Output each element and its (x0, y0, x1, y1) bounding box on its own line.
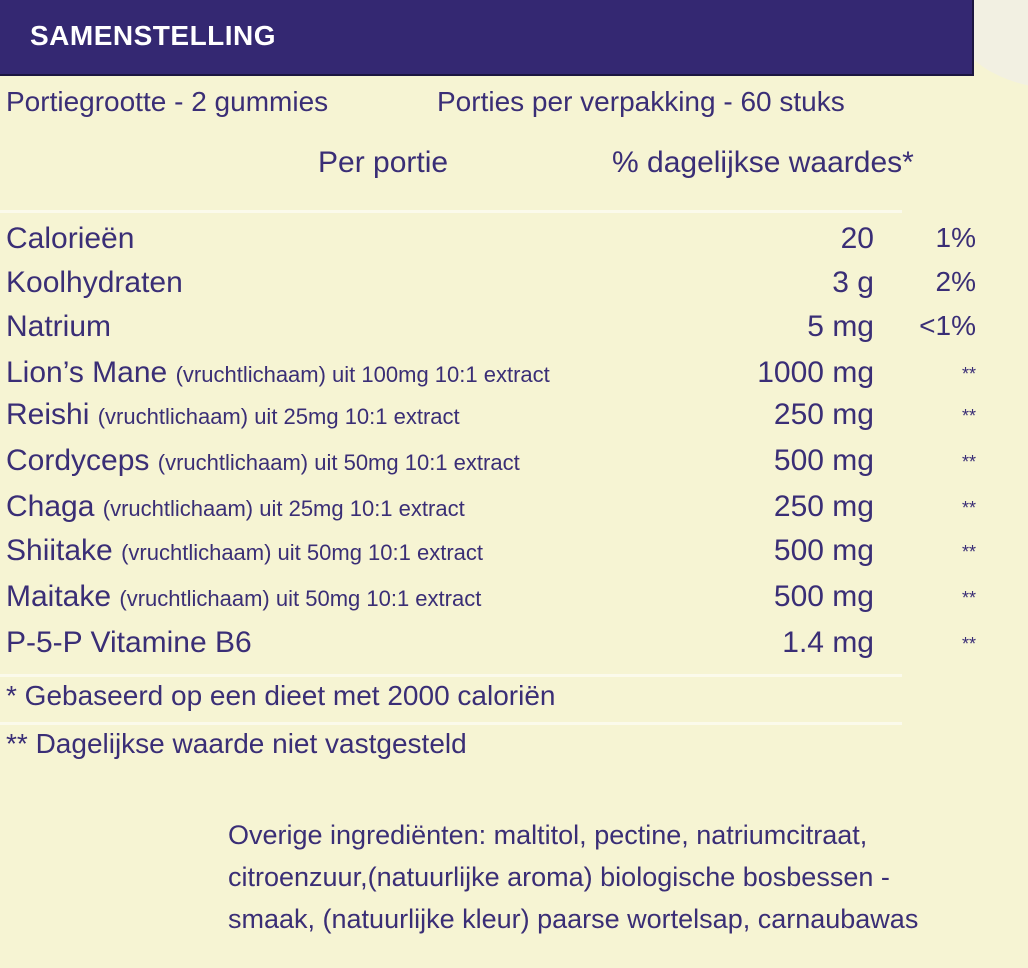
nutrient-name (6, 310, 111, 344)
divider (0, 722, 902, 725)
other-ingredients-line: smaak, (natuurlijke kleur) paarse wortelsap, carnaubawas (228, 904, 919, 934)
footnote-daily-value: ** Dagelijkse waarde niet vastgesteld (6, 728, 467, 759)
table-row (0, 222, 1028, 266)
table-row (0, 580, 1028, 624)
nutrient-amount: 500 mg (773, 580, 874, 613)
nutrient-label: Natrium (6, 310, 112, 343)
table-row (0, 444, 1028, 488)
daily-value: ** (961, 364, 976, 384)
divider (0, 210, 902, 213)
table-row (0, 398, 1028, 442)
nutrient-amount: 500 mg (773, 444, 874, 477)
column-header-per-serving: Per portie (318, 146, 449, 179)
nutrient-detail: (vruchtlichaam) uit 100mg 10:1 extract (175, 362, 550, 387)
table-row (0, 490, 1028, 534)
table-row (0, 534, 1028, 578)
daily-value: ** (961, 406, 976, 426)
nutrient-label: Lion’s Mane (6, 356, 168, 389)
nutrient-name (6, 266, 183, 300)
nutrient-name (6, 398, 460, 432)
daily-value: ** (961, 634, 976, 654)
nutrient-amount: 3 g (832, 266, 874, 299)
other-ingredients-line: citroenzuur,(natuurlijke aroma) biologische bosbessen - (228, 862, 890, 892)
daily-value: ** (961, 588, 976, 608)
other-ingredients-line: Overige ingrediënten: maltitol, pectine, natriumcitraat, (228, 820, 868, 850)
nutrient-label: Chaga (6, 490, 95, 523)
nutrient-name (6, 580, 481, 614)
nutrient-detail: (vruchtlichaam) uit 50mg 10:1 extract (157, 450, 520, 475)
nutrient-amount: 1.4 mg (782, 626, 874, 659)
header-bar (0, 0, 974, 76)
daily-value: 2% (935, 266, 976, 297)
nutrient-label: Shiitake (6, 534, 113, 567)
nutrient-name (6, 626, 252, 660)
table-row (0, 356, 1028, 400)
nutrient-name (6, 444, 520, 478)
nutrient-name (6, 534, 483, 568)
nutrient-amount: 5 mg (807, 310, 874, 343)
daily-value: ** (961, 542, 976, 562)
table-row (0, 266, 1028, 310)
footnote-calories: * Gebaseerd op een dieet met 2000 caloriën (6, 680, 556, 711)
table-row (0, 626, 1028, 670)
nutrient-amount: 20 (840, 222, 874, 255)
nutrient-name (6, 490, 465, 524)
nutrient-name (6, 356, 550, 390)
page-title: SAMENSTELLING (30, 20, 277, 51)
nutrient-label: P-5-P Vitamine B6 (6, 626, 252, 659)
daily-value: ** (961, 498, 976, 518)
nutrient-amount: 250 mg (773, 398, 874, 431)
daily-value: <1% (919, 310, 976, 341)
nutrient-detail: (vruchtlichaam) uit 50mg 10:1 extract (121, 540, 484, 565)
column-header-daily-value: % dagelijkse waardes* (612, 146, 914, 179)
nutrient-label: Koolhydraten (6, 266, 183, 299)
table-row (0, 310, 1028, 354)
daily-value: ** (961, 452, 976, 472)
daily-value: 1% (935, 222, 976, 253)
nutrient-label: Calorieën (6, 222, 135, 255)
nutrient-amount: 1000 mg (757, 356, 874, 389)
other-ingredients (228, 814, 1008, 940)
divider (0, 674, 902, 677)
nutrient-amount: 250 mg (773, 490, 874, 523)
nutrient-name (6, 222, 134, 256)
nutrient-amount: 500 mg (773, 534, 874, 567)
nutrient-detail: (vruchtlichaam) uit 25mg 10:1 extract (97, 404, 460, 429)
nutrient-label: Maitake (6, 580, 112, 613)
nutrient-label: Reishi (6, 398, 90, 431)
serving-size: Portiegrootte - 2 gummies (6, 86, 329, 117)
nutrient-detail: (vruchtlichaam) uit 25mg 10:1 extract (102, 496, 465, 521)
nutrient-detail: (vruchtlichaam) uit 50mg 10:1 extract (119, 586, 482, 611)
servings-per-pack: Porties per verpakking - 60 stuks (437, 86, 845, 117)
nutrient-label: Cordyceps (6, 444, 150, 477)
